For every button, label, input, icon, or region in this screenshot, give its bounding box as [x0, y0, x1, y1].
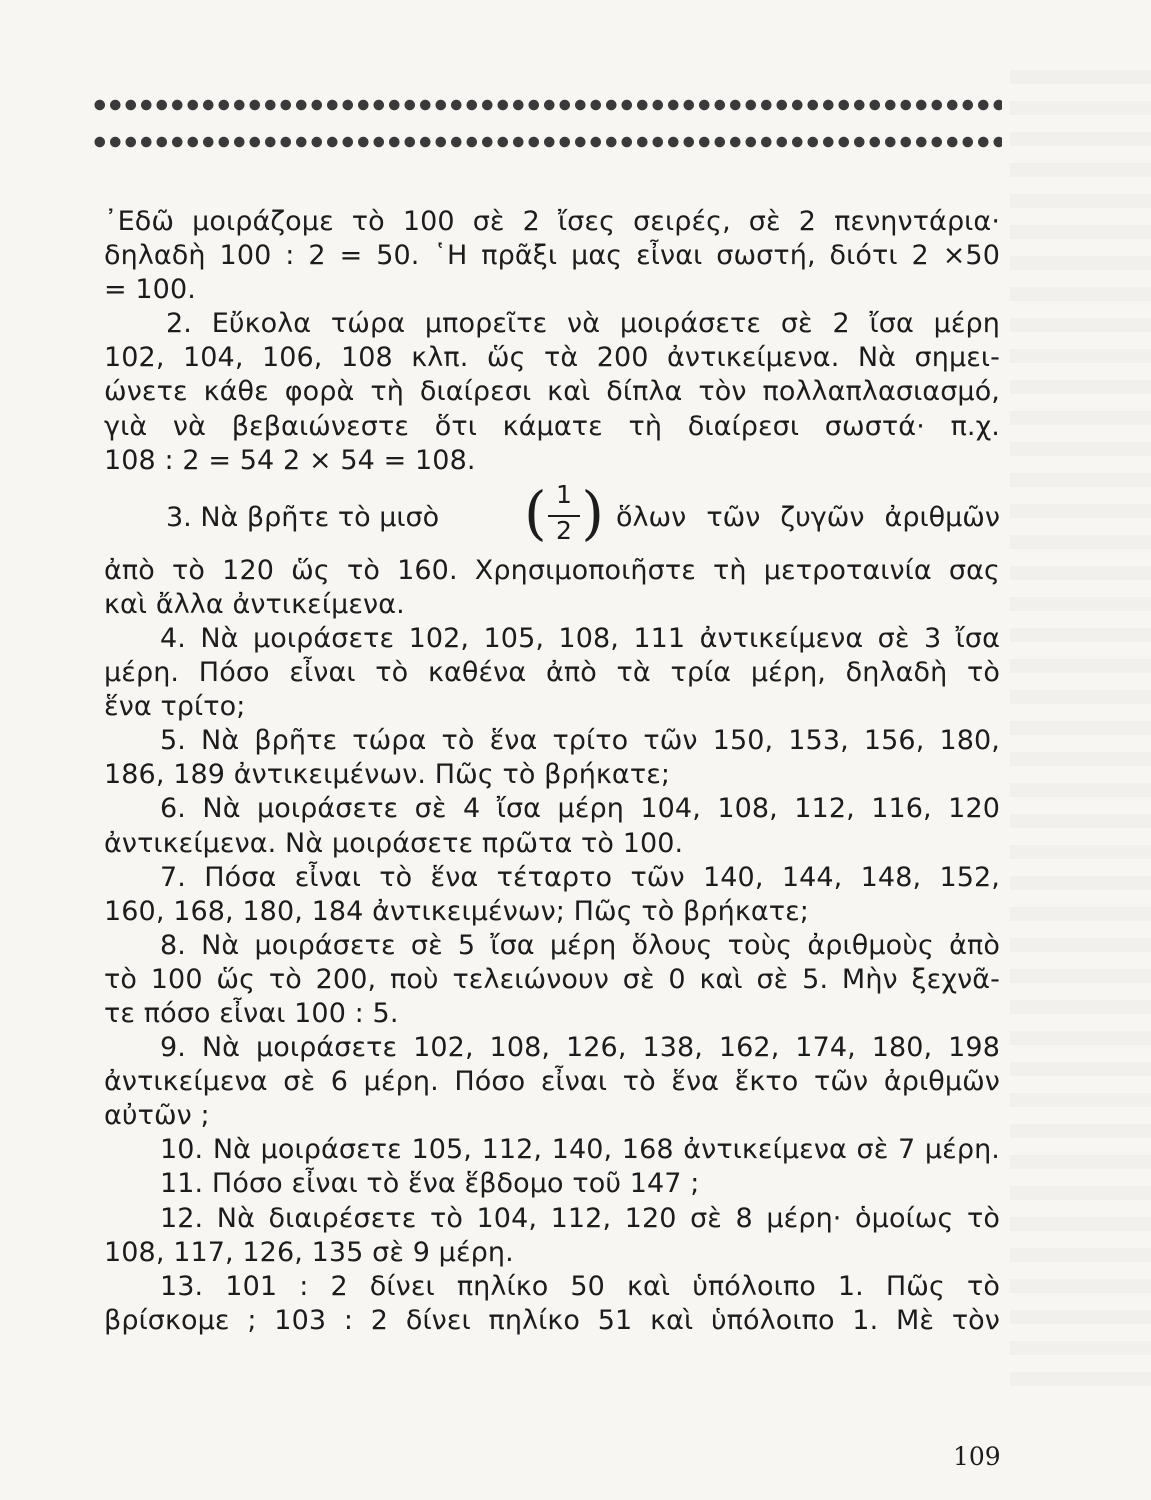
- page-body: [104, 205, 1000, 1338]
- text-line: ᾿Εδῶ μοιράζομε τὸ 100 σὲ 2 ἴσες σειρές, σὲ 2 πενηντάρια·: [104, 206, 1000, 237]
- text-line: ώνετε κάθε φορὰ τὴ διαίρεσι καὶ δίπλα τὸν πολλαπλασιασμό,: [104, 376, 1000, 408]
- text-line: βρίσκομε ; 103 : 2 δίνει πηλίκο 51 καὶ ὑπόλοιπο 1. Μὲ τὸν: [104, 1304, 1000, 1336]
- exercise-4: 4. Νὰ μοιράσετε 102, 105, 108, 111 ἀντικείμενα σὲ 3 ἴσα: [160, 622, 1000, 654]
- dot-border-bottom: [92, 135, 1002, 149]
- exercise-12: 12. Νὰ διαιρέσετε τὸ 104, 112, 120 σὲ 8 μέρη· ὁμοίως τὸ: [160, 1202, 1000, 1234]
- text-line: ἕνα τρίτο;: [104, 691, 246, 723]
- exercise-2: 2. Εὔκολα τώρα μπορεῖτε νὰ μοιράσετε σὲ 2 ἴσα μέρη: [166, 308, 1000, 340]
- text-line: = 100.: [104, 274, 196, 306]
- exercise-6: 6. Νὰ μοιράσετε σὲ 4 ἴσα μέρη 104, 108, 112, 116, 120: [160, 793, 1000, 825]
- exercise-11: 11. Πόσο εἶναι τὸ ἕνα ἕβδομο τοῦ 147 ;: [160, 1168, 700, 1200]
- text-line: τε πόσο εἶναι 100 : 5.: [104, 997, 399, 1029]
- text-line: 102, 104, 106, 108 κλπ. ὥς τὰ 200 ἀντικείμενα. Νὰ σημει-: [104, 342, 1000, 374]
- exercise-5: 5. Νὰ βρῆτε τώρα τὸ ἕνα τρίτο τῶν 150, 153, 156, 180,: [160, 725, 1000, 757]
- exercise-8: 8. Νὰ μοιράσετε σὲ 5 ἴσα μέρη ὅλους τοὺς ἀριθμοὺς ἀπὸ: [160, 929, 1000, 961]
- text-line: μέρη. Πόσο εἶναι τὸ καθένα ἀπὸ τὰ τρία μέρη, δηλαδὴ τὸ: [104, 657, 1000, 689]
- text-line: δηλαδὴ 100 : 2 = 50. ῾Η πρᾶξι μας εἶναι σωστή, διότι 2 ×50: [104, 240, 1000, 272]
- text-line: γιὰ νὰ βεβαιώνεστε ὅτι κάματε τὴ διαίρεσι σωστά· π.χ.: [104, 410, 1000, 442]
- text-line: ἀπὸ τὸ 120 ὥς τὸ 160. Χρησιμοποιῆστε τὴ μετροταινία σας: [104, 554, 1000, 586]
- exercise-9: 9. Νὰ μοιράσετε 102, 108, 126, 138, 162, 174, 180, 198: [160, 1032, 1000, 1064]
- text-line: 160, 168, 180, 184 ἀντικειμένων; Πῶς τὸ βρήκατε;: [104, 895, 809, 927]
- right-parenthesis: ): [581, 478, 604, 547]
- text-line: ἀντικείμενα. Νὰ μοιράσετε πρῶτα τὸ 100.: [104, 827, 684, 859]
- facing-page-bleed-through: [1010, 70, 1151, 1400]
- dot-border-top: [92, 98, 1002, 112]
- exercise-3-start: 3. Νὰ βρῆτε τὸ μισὸ: [166, 501, 440, 533]
- exercise-13: 13. 101 : 2 δίνει πηλίκο 50 καὶ ὑπόλοιπο 1. Πῶς τὸ: [160, 1270, 1000, 1302]
- text-line: καὶ ἄλλα ἀντικείμενα.: [104, 588, 405, 620]
- one-half-fraction: [524, 478, 604, 554]
- fraction-denominator: 2: [556, 515, 572, 545]
- exercise-7: 7. Πόσα εἶναι τὸ ἕνα τέταρτο τῶν 140, 144, 148, 152,: [160, 861, 1000, 893]
- text-line: ἀντικείμενα σὲ 6 μέρη. Πόσο εἶναι τὸ ἕνα ἕκτο τῶν ἀριθμῶν: [104, 1066, 1000, 1098]
- exercise-10: 10. Νὰ μοιράσετε 105, 112, 140, 168 ἀντικείμενα σὲ 7 μέρη.: [160, 1134, 1000, 1166]
- left-parenthesis: (: [524, 478, 547, 547]
- text-line: τὸ 100 ὥς τὸ 200, ποὺ τελειώνουν σὲ 0 καὶ σὲ 5. Μὴν ξεχνᾶ-: [104, 963, 1000, 995]
- exercise-3-end: ὅλων τῶν ζυγῶν ἀριθμῶν: [616, 501, 1000, 533]
- text-line: 108 : 2 = 54 2 × 54 = 108.: [104, 444, 476, 476]
- page-number: 109: [953, 1442, 1001, 1471]
- text-line: 108, 117, 126, 135 σὲ 9 μέρη.: [104, 1236, 514, 1268]
- fraction-numerator: 1: [556, 479, 572, 509]
- exercise-3: [104, 478, 1000, 554]
- text-line: αὐτῶν ;: [104, 1100, 210, 1132]
- text-line: 186, 189 ἀντικειμένων. Πῶς τὸ βρήκατε;: [104, 759, 671, 791]
